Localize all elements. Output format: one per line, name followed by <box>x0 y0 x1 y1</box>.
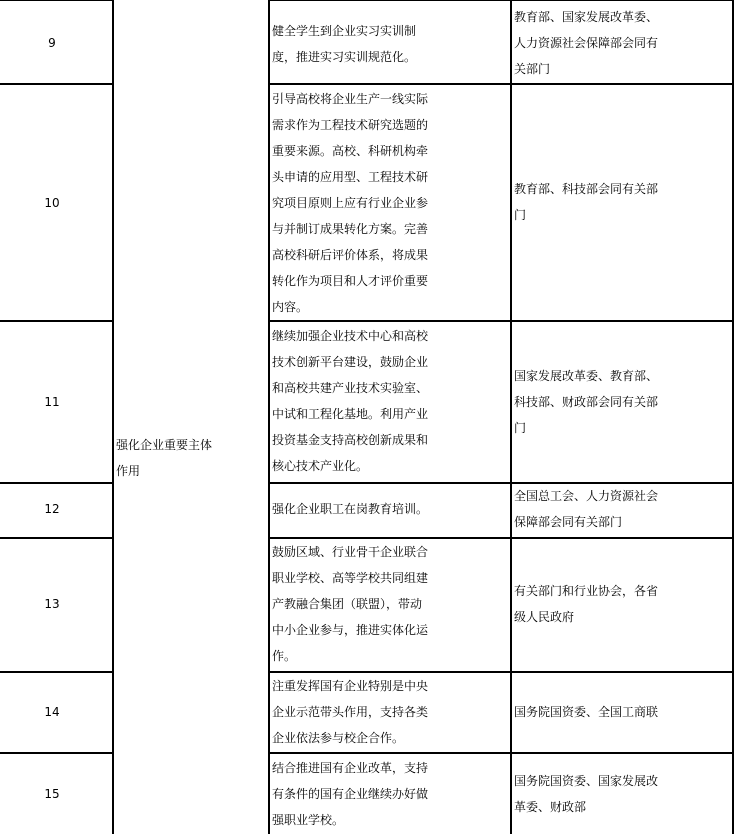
row-line <box>268 320 734 322</box>
row-line <box>0 482 112 484</box>
row-line <box>0 752 112 754</box>
row-line <box>0 537 112 539</box>
row-department: 教育部、科技部会同有关部 门 <box>514 182 659 222</box>
row-department: 教育部、国家发展改革委、 人力资源社会保障部会同有 关部门 <box>514 10 659 76</box>
row-measure: 继续加强企业技术中心和高校 技术创新平台建设，鼓励企业 和高校共建产业技术实验室、 中试和工程化基地。利用产业 投资基金支持高校创新成果和 核心技术产业化。 <box>272 329 429 473</box>
row-number: 10 <box>44 196 60 210</box>
row-number: 13 <box>44 597 60 611</box>
row-number: 14 <box>44 705 60 719</box>
row-measure: 强化企业职工在岗教育培训。 <box>272 502 429 516</box>
row-line <box>0 671 112 673</box>
row-department: 有关部门和行业协会，各省 级人民政府 <box>514 584 659 624</box>
row-line <box>268 0 734 1</box>
row-line <box>0 0 112 1</box>
row-line <box>0 320 112 322</box>
row-number: 9 <box>48 36 56 50</box>
row-department: 国务院国资委、全国工商联 <box>514 705 659 719</box>
row-measure: 引导高校将企业生产一线实际 需求作为工程技术研究选题的 重要来源。高校、科研机构牵 头申请的应用型、工程技术研 究项目原则上应有行业企业参 与并制订成果转化方案。完善 高校科研后评价体系，将成果 转化作为项目和人才评价重要 内容。 <box>272 92 429 314</box>
row-measure: 鼓励区域、行业骨干企业联合 职业学校、高等学校共同组建 产教融合集团（联盟），带动 中小企业参与，推进实体化运 作。 <box>272 545 429 663</box>
col-line <box>732 0 734 834</box>
row-line <box>0 83 112 85</box>
col-line <box>112 0 114 834</box>
row-line <box>268 83 734 85</box>
row-number: 12 <box>44 502 60 516</box>
row-number: 11 <box>44 395 60 409</box>
col-line <box>268 0 270 834</box>
row-department: 国家发展改革委、教育部、 科技部、财政部会同有关部 门 <box>514 369 659 435</box>
row-department: 全国总工会、人力资源社会 保障部会同有关部门 <box>514 489 659 529</box>
col-line <box>510 0 512 834</box>
row-department: 国务院国资委、国家发展改 革委、财政部 <box>514 774 659 814</box>
row-measure: 健全学生到企业实习实训制 度，推进实习实训规范化。 <box>272 24 417 64</box>
group-label: 强化企业重要主体 作用 <box>116 438 213 478</box>
row-number: 15 <box>44 787 60 801</box>
row-measure: 注重发挥国有企业特别是中央 企业示范带头作用，支持各类 企业依法参与校企合作。 <box>272 679 429 745</box>
row-line <box>268 752 734 754</box>
row-measure: 结合推进国有企业改革，支持 有条件的国有企业继续办好做 强职业学校。 <box>272 761 429 827</box>
